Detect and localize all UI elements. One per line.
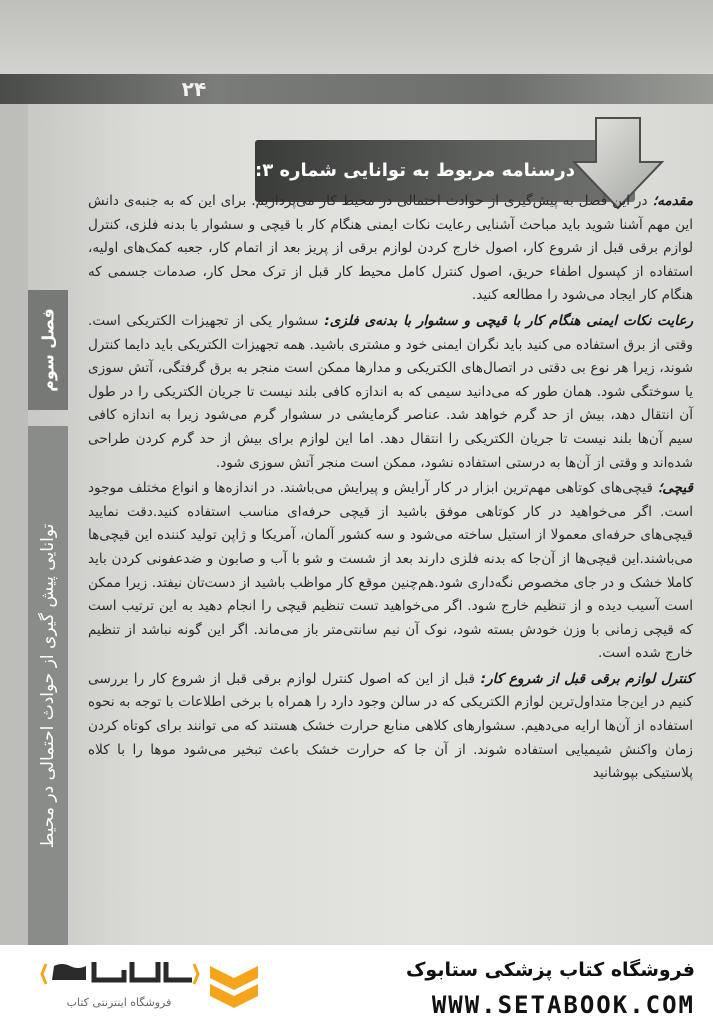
paragraph bbox=[88, 310, 693, 475]
heading-separator: ؛ bbox=[647, 193, 658, 209]
book-logo-icon bbox=[206, 958, 262, 1014]
page-number: ۲۴ bbox=[181, 77, 207, 101]
paragraph-text: قبل از این که اصول کنترل لوازم برقی قبل از شروع کار را بررسی کنیم در این‌جا متداول‌ترین لوازم الکتریکی که در سالن وجود دارد را همراه با برخی اطلاعات با توجه به نحوه استفاده از آن‌ها ارایه می‌دهیم. سشوارهای کلاهی منابع حرارت خشک هستند که می توانند برای کوتاه کردن زمان واکنش شیمیایی استفاده شوند. از آن جا که حرارت خشک باعث تبخیر می‌شود موها را با کلاه پلاستیکی بپوشانید bbox=[88, 670, 693, 782]
side-tab bbox=[28, 290, 68, 945]
paragraph-heading: رعایت نکات ایمنی هنگام کار با قیچی و سشوار با بدنه‌ی فلزی bbox=[329, 312, 694, 329]
heading-separator: : bbox=[318, 312, 330, 329]
paragraph-text: در این فصل به پیش‌گیری از حوادث احتمالی در محیط کار می‌پردازیم. برای این که به جنبه‌ی دانش این مهم آشنا شوید باید مباحث آشنایی رعایت نکات ایمنی هنگام کار با قیچی و سشوار با بدنه فلزی، کنترل لوازم برقی قبل از شروع کار، اصول خارج کردن لوازم برقی از پریز بعد از اتمام کار، جعبه کمک‌های اولیه، استفاده از کپسول اطفاء حریق، اصول کنترل کامل محیط کار قبل از ترک محل کار، صدمات جسمی که هنگام کار ایجاد می‌شود را مطالعه کنید. bbox=[88, 193, 693, 304]
paragraph-heading: قیچی bbox=[662, 480, 694, 497]
side-title: توانایی پیش گیری از حوادث احتمالی در محیط bbox=[38, 523, 58, 848]
chapter-tab bbox=[28, 290, 68, 410]
header-bar bbox=[0, 74, 713, 104]
store-url[interactable]: WWW.SETABOOK.COM bbox=[431, 991, 695, 1019]
paragraph-heading: کنترل لوازم برقی قبل از شروع کار bbox=[486, 670, 693, 687]
paragraph-text: سشوار یکی از تجهیزات الکتریکی است. وقتی از برق استفاده می کنید باید نگران ایمنی خود و مشتری باشید. همه تجهیزات الکتریکی باید دایما کنترل شوند، زیرا هر نوع بی دقتی در اتصال‌های الکتریکی و مدارها ممکن است منجر به برق گرفتگی، آتش سوزی یا سوختگی شود. همان طور که می‌دانید سیمی که به اندازه کافی بلند نیست تا جریان الکتریکی را در طول آن انتقال دهد، بیش از حد گرم خواهد شد. عناصر گرمایشی در سشوار گرم می‌شود زیرا به اندازه کافی سیم آن‌ها بلند نیست تا جریان الکتریکی را انتقال دهد. اما این لوازم برای بیش از حد گرم کردن طراحی شده‌اند و وقتی از آن‌ها به درستی استفاده نشود، ممکن است منجر آتش سوزی شود. bbox=[88, 312, 693, 471]
banner-title: درسنامه مربوط به توانایی شماره ۳: bbox=[255, 160, 575, 181]
paragraph bbox=[88, 477, 693, 666]
paragraph-heading: مقدمه bbox=[657, 193, 693, 209]
paragraph bbox=[88, 190, 693, 308]
body-text bbox=[88, 190, 693, 788]
paragraph bbox=[88, 668, 693, 786]
chapter-label: فصل سوم bbox=[38, 308, 58, 392]
store-name: فروشگاه کتاب پزشکی ستابوک bbox=[405, 959, 695, 981]
side-title-tab bbox=[28, 426, 68, 945]
paragraph-text: قیچی‌های کوتاهی مهم‌ترین ابزار در کار آرایش و پیرایش می‌باشند. در اندازه‌ها و انواع مختلف موجود است. اگر می‌خواهید در کار کوتاهی موفق باشید از قیچی حرفه‌ای مناسب استفاده کنید.دقت نمایید قیچی‌های حرفه‌ای معمولا از استیل ساخته می‌شود و سه کشور آلمان، آمریکا و ژاپن تولید کننده این قیچی‌ها می‌باشند.این قیچی‌ها از آن‌جا که بدنه فلزی دارند بعد از شست و شو با آب و صابون و ضدعفونی کردن باید کاملا خشک و در جای مخصوص نگه‌داری شود.هم‌چنین موقع کار مواظب باشید از دست‌تان نیفتد. زیرا ممکن است آسیب دیده و از تنظیم خارج شود. اگر می‌خواهید تست تنظیم قیچی را انجام دهید به این ترتیب است که قیچی زمانی با وزن خودش بسته شود، نوک آن نیم سانتی‌متر باز می‌ماند. اگر این گونه نباشد از تنظیم خارج شده است. bbox=[88, 480, 693, 662]
page-top-margin bbox=[0, 0, 713, 74]
side-rail bbox=[0, 104, 28, 945]
logo-subtitle: فروشگاه اینترنتی کتاب bbox=[66, 996, 172, 1009]
heading-separator: ؛ bbox=[652, 480, 663, 497]
heading-separator: : bbox=[475, 670, 487, 687]
